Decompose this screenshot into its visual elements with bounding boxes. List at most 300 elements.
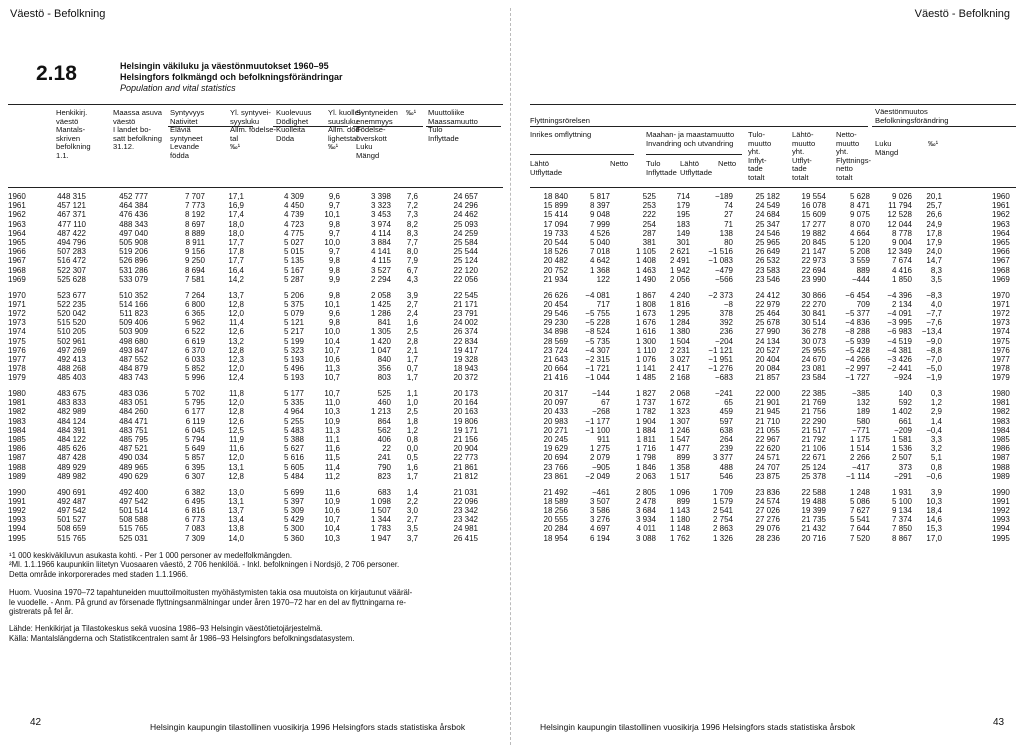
table-cell: 508 659	[57, 524, 86, 534]
year-cell: 1970	[8, 290, 26, 300]
hdr-line: Syntyneiden	[356, 108, 398, 117]
year-cell: 1960	[8, 192, 26, 201]
table-cell: 483 675	[57, 389, 86, 398]
table-cell: 10,7	[324, 373, 340, 383]
table-cell: 5 027	[283, 238, 304, 247]
table-cell: 482 989	[57, 407, 86, 417]
table-cell: 1 716	[635, 444, 656, 454]
table-cell: 5 817	[589, 192, 610, 201]
hdr-line: muutto	[836, 138, 860, 148]
hdr-flyttningsrorelsen: Flyttningsrörelsen	[530, 116, 590, 125]
table-cell: 1 326	[712, 533, 733, 543]
hdr-line: yht.	[836, 147, 849, 157]
table-cell: 502 961	[57, 336, 86, 346]
table-cell: 24 657	[453, 192, 478, 201]
table-row	[530, 497, 1016, 506]
table-cell: 12,8	[228, 407, 244, 417]
hdr-line: Mängd	[356, 150, 380, 160]
table-cell: 15 899	[543, 201, 568, 211]
table-cell: 5 483	[283, 425, 304, 435]
table-cell: 8 471	[849, 201, 870, 211]
table-cell: 2 134	[891, 299, 912, 309]
year-cell: 1990	[992, 487, 1010, 497]
table-cell: 1,4	[930, 416, 942, 426]
table-cell: 1 076	[635, 354, 656, 364]
year-cell: 1969	[992, 274, 1010, 284]
table-cell: −2 441	[887, 364, 912, 374]
table-cell: 23 791	[453, 308, 478, 318]
table-cell: 24 574	[755, 496, 780, 506]
hdr-line: Lähtö	[680, 159, 700, 168]
table-cell: −7,7	[926, 308, 942, 318]
table-row	[8, 327, 503, 336]
year-cell: 1961	[992, 201, 1010, 211]
table-cell: 489 929	[57, 462, 86, 472]
year-cell: 1993	[8, 515, 26, 525]
table-cell: 7,6	[406, 192, 418, 201]
table-cell: 580	[856, 416, 870, 426]
table-cell: −461	[591, 487, 610, 497]
table-cell: 1 420	[370, 336, 391, 346]
table-row	[8, 506, 503, 515]
table-row	[8, 398, 503, 407]
note-2: ²Ml. 1.1.1966 kaupunkiin liitetyn Vuosaaren väestö, 2 706 henkilöä. - Inkl. befolkningen i Nordsjö, 2 706 personer.	[9, 560, 400, 570]
table-cell: −2 373	[708, 290, 733, 300]
table-cell: −4 519	[887, 336, 912, 346]
table-cell: 2 063	[635, 471, 656, 481]
table-cell: 484 124	[57, 416, 86, 426]
table-cell: 20 904	[453, 444, 478, 454]
table-cell: 11,3	[325, 364, 340, 374]
table-cell: 487 521	[119, 444, 148, 454]
table-cell: 4 309	[283, 192, 304, 201]
table-cell: 21 756	[801, 407, 826, 417]
table-row	[8, 355, 503, 364]
table-cell: 11,8	[229, 389, 244, 398]
table-cell: 492 487	[57, 496, 86, 506]
table-cell: 11,4	[325, 462, 340, 472]
hdr-line: syntyneet	[170, 133, 203, 143]
table-cell: −771	[851, 425, 870, 435]
table-cell: 515 765	[57, 533, 86, 543]
table-cell: 1 490	[635, 274, 656, 284]
table-cell: 7,9	[406, 256, 418, 266]
table-row	[8, 210, 503, 219]
table-title	[120, 61, 343, 94]
year-cell: 1994	[8, 524, 26, 534]
hdr-line: väestö	[113, 116, 136, 126]
hdr-line: 1.1.	[56, 150, 69, 160]
table-cell: 21 934	[543, 274, 568, 284]
table-cell: 23 583	[755, 265, 780, 275]
table-cell: 1 947	[370, 533, 391, 543]
table-cell: −4 396	[887, 290, 912, 300]
table-cell: 12,4	[228, 373, 244, 383]
table-cell: −385	[851, 389, 870, 398]
table-cell: 498 680	[119, 336, 148, 346]
table-cell: 30 514	[801, 318, 826, 328]
table-cell: 21 769	[801, 398, 826, 408]
table-cell: 16,9	[228, 201, 244, 211]
table-cell: 27 276	[755, 515, 780, 525]
table-cell: 12 044	[887, 219, 912, 229]
rule	[646, 154, 742, 155]
table-cell: 5 857	[184, 453, 205, 463]
hdr-line: Döda	[276, 133, 295, 143]
table-cell: 531 286	[119, 265, 148, 275]
table-cell: 27 026	[755, 505, 780, 515]
table-cell: 514 166	[119, 299, 148, 309]
table-cell: 392	[719, 318, 733, 328]
table-row	[8, 497, 503, 506]
table-cell: 149	[676, 228, 690, 238]
table-cell: 497 269	[57, 345, 86, 355]
table-cell: 2 068	[669, 389, 690, 398]
table-cell: 12,8	[228, 471, 244, 481]
table-cell: 494 796	[57, 238, 86, 247]
table-row	[8, 373, 503, 382]
table-cell: 448 315	[57, 192, 86, 201]
table-cell: 717	[596, 299, 610, 309]
hdr-line: tal	[230, 133, 239, 143]
table-cell: 3,7	[406, 533, 418, 543]
table-cell: 2,7	[406, 299, 418, 309]
table-cell: 11,5	[325, 453, 340, 463]
table-cell: 9 156	[184, 247, 205, 257]
table-row	[8, 291, 503, 300]
table-cell: 25 464	[755, 308, 780, 318]
hdr-netto2: Netto	[718, 159, 737, 168]
table-cell: −924	[893, 373, 912, 383]
table-cell: 10,3	[324, 407, 340, 417]
table-cell: 1 673	[635, 308, 656, 318]
table-cell: 17,9	[926, 238, 942, 247]
table-cell: 488	[719, 462, 733, 472]
table-cell: 20 694	[543, 453, 568, 463]
table-cell: 22 671	[801, 453, 826, 463]
year-cell: 1986	[992, 444, 1010, 454]
page-number-left: 42	[30, 717, 42, 728]
table-cell: 683	[377, 487, 391, 497]
table-row	[530, 266, 1016, 275]
table-row	[530, 373, 1016, 382]
table-cell: 483 036	[119, 389, 148, 398]
table-cell: −4 307	[585, 345, 610, 355]
year-cell: 1968	[8, 265, 26, 275]
table-cell: 21 861	[453, 462, 478, 472]
year-cell: 1982	[992, 407, 1010, 417]
table-cell: 1 579	[712, 496, 733, 506]
table-cell: 22 979	[755, 299, 780, 309]
table-row	[8, 192, 503, 201]
year-cell: 1985	[992, 435, 1010, 444]
table-cell: 1 047	[370, 345, 391, 355]
table-row	[8, 444, 503, 453]
table-cell: 71	[724, 219, 733, 229]
table-cell: 9 004	[891, 238, 912, 247]
table-cell: 24,0	[926, 247, 942, 257]
hdr-line: enemmyys	[356, 116, 393, 126]
left-table	[8, 104, 503, 574]
table-cell: 13,0	[228, 487, 244, 497]
table-cell: 0,8	[930, 462, 942, 472]
table-cell: 11,3	[325, 425, 340, 435]
year-cell: 1980	[8, 389, 26, 398]
table-cell: 2 754	[712, 515, 733, 525]
table-cell: 22 834	[453, 336, 478, 346]
year-cell: 1971	[8, 299, 26, 309]
table-row	[530, 407, 1016, 416]
table-cell: −1 083	[708, 256, 733, 266]
table-cell: 5 375	[283, 299, 304, 309]
table-cell: 10,6	[324, 505, 340, 515]
table-row	[8, 337, 503, 346]
table-row	[530, 426, 1016, 435]
table-cell: 2 541	[712, 505, 733, 515]
table-cell: 8 070	[849, 219, 870, 229]
table-cell: 6 816	[184, 505, 205, 515]
table-cell: −204	[714, 336, 733, 346]
table-cell: 2,5	[406, 407, 418, 417]
year-cell: 1974	[8, 327, 26, 337]
table-cell: 4 775	[283, 228, 304, 238]
note-3: Detta område inkorporerades med staden 1.1.1966.	[9, 569, 189, 579]
table-cell: 5 699	[283, 487, 304, 497]
table-row	[8, 309, 503, 318]
table-cell: 6 800	[184, 299, 205, 309]
table-cell: 4 739	[283, 210, 304, 220]
year-cell: 1975	[8, 336, 26, 346]
table-cell: 7 644	[849, 524, 870, 534]
table-cell: 239	[719, 444, 733, 454]
table-cell: −3 995	[887, 318, 912, 328]
hdr-maahan	[646, 131, 734, 148]
table-cell: 20 845	[801, 238, 826, 247]
hdr-line: Befolkningsförändring	[875, 115, 949, 125]
table-cell: 492 413	[57, 354, 86, 364]
table-row	[530, 463, 1016, 472]
table-cell: 9,6	[328, 308, 340, 318]
table-cell: −5 228	[585, 318, 610, 328]
table-cell: 488 343	[119, 219, 148, 229]
table-cell: 5 120	[849, 238, 870, 247]
table-cell: −4 266	[845, 354, 870, 364]
hdr-line: Henkikirj.	[56, 108, 88, 117]
hdr-luku	[875, 140, 898, 157]
hdr-line: muutto	[792, 138, 816, 148]
table-row	[530, 506, 1016, 515]
table-cell: 22 620	[755, 444, 780, 454]
table-row	[8, 389, 503, 398]
hdr-line: Flyttnings-	[836, 155, 872, 165]
table-cell: 476 436	[119, 210, 148, 220]
year-cell: 1979	[8, 373, 26, 383]
table-cell: 19 488	[801, 496, 826, 506]
year-cell: 1969	[8, 274, 26, 284]
table-cell: 5 193	[283, 354, 304, 364]
table-cell: 1 798	[635, 453, 656, 463]
table-cell: 1 850	[891, 274, 912, 284]
table-cell: 19 882	[801, 228, 826, 238]
table-row	[8, 417, 503, 426]
table-cell: 8,3	[930, 265, 942, 275]
hdr-lahto	[530, 160, 562, 177]
table-cell: 20 097	[543, 398, 568, 408]
table-cell: −0,4	[926, 425, 942, 435]
table-cell: 2,4	[406, 308, 418, 318]
table-cell: 484 122	[57, 435, 86, 444]
table-cell: −1 100	[585, 425, 610, 435]
table-cell: 29 546	[543, 308, 568, 318]
table-cell: 1,8	[406, 416, 418, 426]
table-cell: 23 584	[801, 373, 826, 383]
table-cell: 11,6	[325, 444, 340, 454]
table-row	[8, 435, 503, 444]
table-cell: 22 270	[801, 299, 826, 309]
table-row	[530, 515, 1016, 524]
table-cell: 25 955	[801, 345, 826, 355]
table-cell: 5 040	[589, 238, 610, 247]
table-cell: −8 524	[585, 327, 610, 337]
table-cell: 490 691	[57, 487, 86, 497]
table-cell: 20 454	[543, 299, 568, 309]
table-cell: 5 360	[283, 533, 304, 543]
table-cell: 5 388	[283, 435, 304, 444]
hdr-line: totalt	[792, 172, 809, 182]
table-row	[530, 201, 1016, 210]
table-cell: 26 626	[543, 290, 568, 300]
table-cell: 6 370	[184, 345, 205, 355]
hdr-line: Tulo	[428, 125, 443, 135]
table-cell: 507 283	[57, 247, 86, 257]
table-cell: 18,0	[228, 219, 244, 229]
table-cell: 15,3	[926, 524, 942, 534]
table-cell: 1 942	[669, 265, 690, 275]
table-cell: −8,3	[926, 290, 942, 300]
table-cell: 22 290	[801, 416, 826, 426]
table-cell: 25 678	[755, 318, 780, 328]
table-cell: 490 034	[119, 453, 148, 463]
table-cell: 464 384	[119, 201, 148, 211]
table-cell: 20 433	[543, 407, 568, 417]
table-cell: 7,7	[406, 238, 418, 247]
table-cell: 638	[719, 425, 733, 435]
table-cell: 516 472	[57, 256, 86, 266]
table-cell: 27 990	[755, 327, 780, 337]
table-cell: 509 406	[119, 318, 148, 328]
table-cell: 9,8	[328, 219, 340, 229]
table-row	[530, 435, 1016, 444]
hdr-tulo2	[646, 160, 677, 177]
table-cell: 11,6	[229, 444, 244, 454]
hdr-line: Netto-	[836, 130, 857, 139]
table-cell: 525 628	[57, 274, 86, 284]
hdr-line: väestö	[56, 116, 79, 126]
table-cell: 25 124	[801, 462, 826, 472]
table-cell: −7,6	[926, 318, 942, 328]
table-cell: 67	[601, 398, 610, 408]
table-row	[8, 300, 503, 309]
table-cell: 2 058	[370, 290, 391, 300]
year-cell: 1984	[992, 425, 1010, 435]
table-cell: 1,6	[406, 462, 418, 472]
table-row	[530, 327, 1016, 336]
table-row	[530, 337, 1016, 346]
table-cell: 3 027	[669, 354, 690, 364]
year-cell: 1976	[8, 345, 26, 355]
table-cell: 24 571	[755, 453, 780, 463]
table-cell: 65	[724, 398, 733, 408]
table-cell: 5 702	[184, 389, 205, 398]
table-cell: 19 171	[453, 425, 478, 435]
table-cell: 195	[676, 210, 690, 220]
table-cell: −5 377	[845, 308, 870, 318]
table-cell: 24 462	[453, 210, 478, 220]
table-cell: 0,5	[406, 453, 418, 463]
table-cell: 1 358	[669, 462, 690, 472]
table-row	[530, 398, 1016, 407]
table-cell: 3 398	[370, 192, 391, 201]
table-cell: 4 416	[891, 265, 912, 275]
table-cell: −189	[714, 192, 733, 201]
table-cell: 19 733	[543, 228, 568, 238]
hdr-line: Utflyttade	[530, 167, 563, 177]
table-cell: 5 086	[849, 496, 870, 506]
title-finnish: Helsingin väkiluku ja väestönmuutokset 1960–95	[120, 61, 329, 71]
table-cell: 13,4	[228, 515, 244, 525]
table-cell: 533 079	[119, 274, 148, 284]
table-cell: 2,8	[406, 336, 418, 346]
table-cell: 1 581	[891, 435, 912, 444]
table-cell: 20 084	[755, 364, 780, 374]
table-cell: 5 079	[283, 308, 304, 318]
table-cell: 26 532	[755, 256, 780, 266]
hdr-line: Syntyvyys	[170, 108, 205, 117]
year-cell: 1981	[8, 398, 26, 408]
rule	[426, 126, 501, 127]
table-cell: 487 552	[119, 354, 148, 364]
table-cell: 5 309	[283, 505, 304, 515]
year-cell: 1966	[8, 247, 26, 257]
table-cell: 1 248	[849, 487, 870, 497]
year-cell: 1982	[8, 407, 26, 417]
year-cell: 1964	[8, 228, 26, 238]
rule	[872, 126, 1016, 127]
hdr-line: Väestönmuutos	[875, 107, 928, 116]
hdr-line: Yl. syntyvei-	[230, 108, 271, 117]
table-cell: −4 081	[585, 290, 610, 300]
year-cell: 1983	[8, 416, 26, 426]
table-cell: 1,7	[406, 373, 418, 383]
hdr-line: ‰¹	[230, 142, 241, 152]
table-row	[8, 229, 503, 238]
table-row	[530, 309, 1016, 318]
table-cell: 5 649	[184, 444, 205, 454]
table-cell: 3 884	[370, 238, 391, 247]
table-cell: 22 967	[755, 435, 780, 444]
table-cell: 20 163	[453, 407, 478, 417]
footer-right: Helsingin kaupungin tilastollinen vuosikirja 1996 Helsingfors stads statistiska årsbok	[540, 722, 856, 732]
year-cell: 1995	[8, 533, 26, 543]
table-cell: 22 773	[453, 453, 478, 463]
hdr-line: födda	[170, 150, 190, 160]
hdr-line: Invandring och utvandring	[646, 138, 734, 148]
table-cell: 2 231	[669, 345, 690, 355]
table-cell: 13,7	[228, 505, 244, 515]
table-cell: 2 863	[712, 524, 733, 534]
table-cell: 3 559	[849, 256, 870, 266]
table-cell: 7 083	[184, 524, 205, 534]
